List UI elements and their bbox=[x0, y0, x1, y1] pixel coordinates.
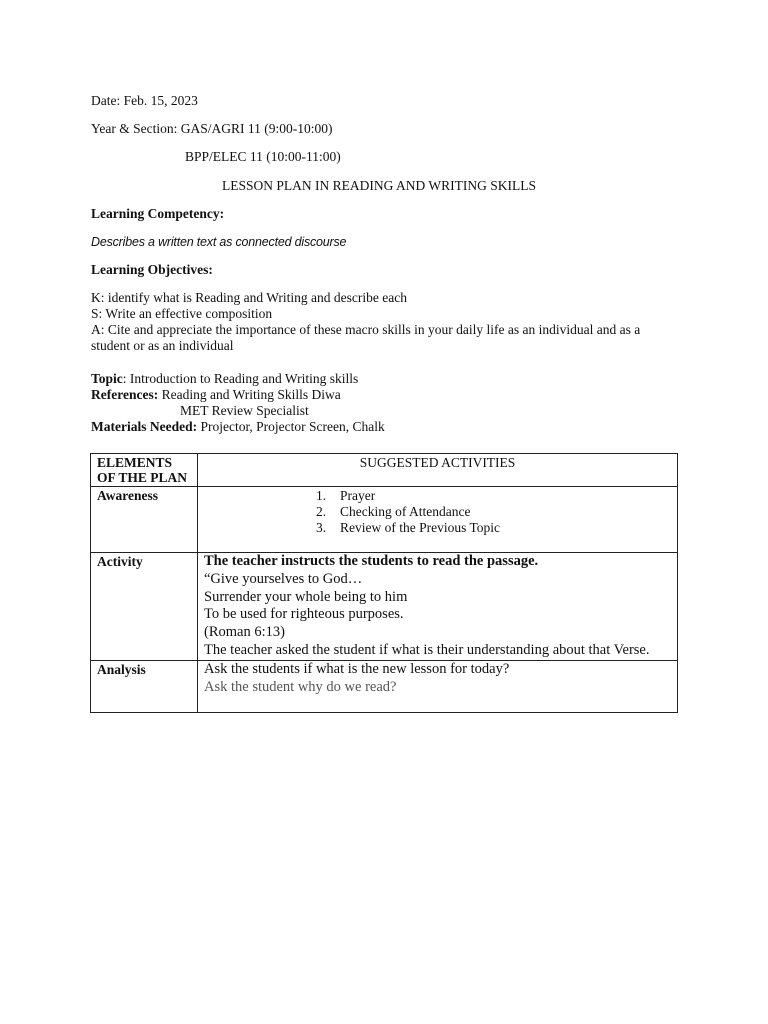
analysis-label-cell bbox=[91, 661, 198, 713]
objective-s: S: Write an effective composition bbox=[91, 306, 273, 321]
competency-label: Learning Competency: bbox=[91, 206, 225, 221]
analysis-text bbox=[198, 661, 677, 697]
topic-text: : Introduction to Reading and Writing skills bbox=[122, 371, 359, 386]
activity-content-cell bbox=[198, 553, 678, 661]
activity-line: The teacher instructs the students to read the passage. bbox=[204, 553, 539, 569]
analysis-label: Analysis bbox=[97, 662, 146, 677]
topic-line bbox=[91, 371, 358, 387]
activity-label: Activity bbox=[97, 554, 143, 569]
list-item bbox=[316, 520, 677, 536]
list-item bbox=[316, 488, 677, 504]
references-line bbox=[91, 387, 341, 403]
activity-label-cell bbox=[91, 553, 198, 661]
analysis-row bbox=[91, 661, 678, 713]
materials-text: Projector, Projector Screen, Chalk bbox=[197, 419, 385, 434]
header-elements-label: ELEMENTS OF THE PLAN bbox=[97, 455, 188, 485]
awareness-label: Awareness bbox=[97, 488, 158, 503]
list-item-text: Review of the Previous Topic bbox=[340, 520, 501, 535]
header-activities-cell bbox=[198, 454, 678, 487]
header-activities-label: SUGGESTED ACTIVITIES bbox=[359, 455, 516, 470]
references-label: References: bbox=[91, 387, 159, 402]
awareness-list bbox=[198, 487, 677, 536]
objectives-label: Learning Objectives: bbox=[91, 262, 213, 277]
objective-k: K: identify what is Reading and Writing and describe each bbox=[91, 290, 407, 305]
list-item-number: 1. bbox=[316, 488, 327, 503]
activity-row bbox=[91, 553, 678, 661]
references-text: Reading and Writing Skills Diwa bbox=[158, 387, 341, 402]
date-line: Date: Feb. 15, 2023 bbox=[91, 93, 198, 108]
activity-line: Surrender your whole being to him bbox=[204, 588, 408, 605]
analysis-content-cell bbox=[198, 661, 678, 713]
references-line-2: MET Review Specialist bbox=[180, 403, 309, 418]
header-elements-cell bbox=[91, 454, 198, 487]
activity-text bbox=[198, 553, 677, 660]
awareness-label-cell bbox=[91, 487, 198, 553]
table-header-row bbox=[91, 454, 678, 487]
section-line-2: BPP/ELEC 11 (10:00-11:00) bbox=[185, 149, 341, 164]
analysis-line: Ask the student why do we read? bbox=[204, 678, 397, 695]
materials-line bbox=[91, 419, 385, 435]
list-item-number: 3. bbox=[316, 520, 327, 535]
list-item bbox=[316, 504, 677, 520]
year-section-line: Year & Section: GAS/AGRI 11 (9:00-10:00) bbox=[91, 121, 333, 136]
lesson-plan-table bbox=[90, 453, 678, 713]
awareness-row bbox=[91, 487, 678, 553]
materials-label: Materials Needed: bbox=[91, 419, 198, 434]
competency-text: Describes a written text as connected discourse bbox=[91, 235, 347, 249]
activity-line: The teacher asked the student if what is their understanding about that Verse. bbox=[204, 641, 650, 658]
list-item-text: Checking of Attendance bbox=[340, 504, 471, 519]
activity-line: “Give yourselves to God… bbox=[204, 570, 363, 587]
objective-a: A: Cite and appreciate the importance of these macro skills in your daily life as an individual and as a student or as an individual bbox=[91, 322, 641, 353]
list-item-number: 2. bbox=[316, 504, 327, 519]
topic-label: Topic bbox=[91, 371, 123, 386]
activity-line: (Roman 6:13) bbox=[204, 624, 285, 641]
activity-line: To be used for righteous purposes. bbox=[204, 606, 404, 623]
lesson-plan-title: LESSON PLAN IN READING AND WRITING SKILLS bbox=[222, 178, 536, 193]
list-item-text: Prayer bbox=[340, 488, 376, 503]
awareness-content-cell bbox=[198, 487, 678, 553]
analysis-line: Ask the students if what is the new lesson for today? bbox=[204, 661, 510, 677]
